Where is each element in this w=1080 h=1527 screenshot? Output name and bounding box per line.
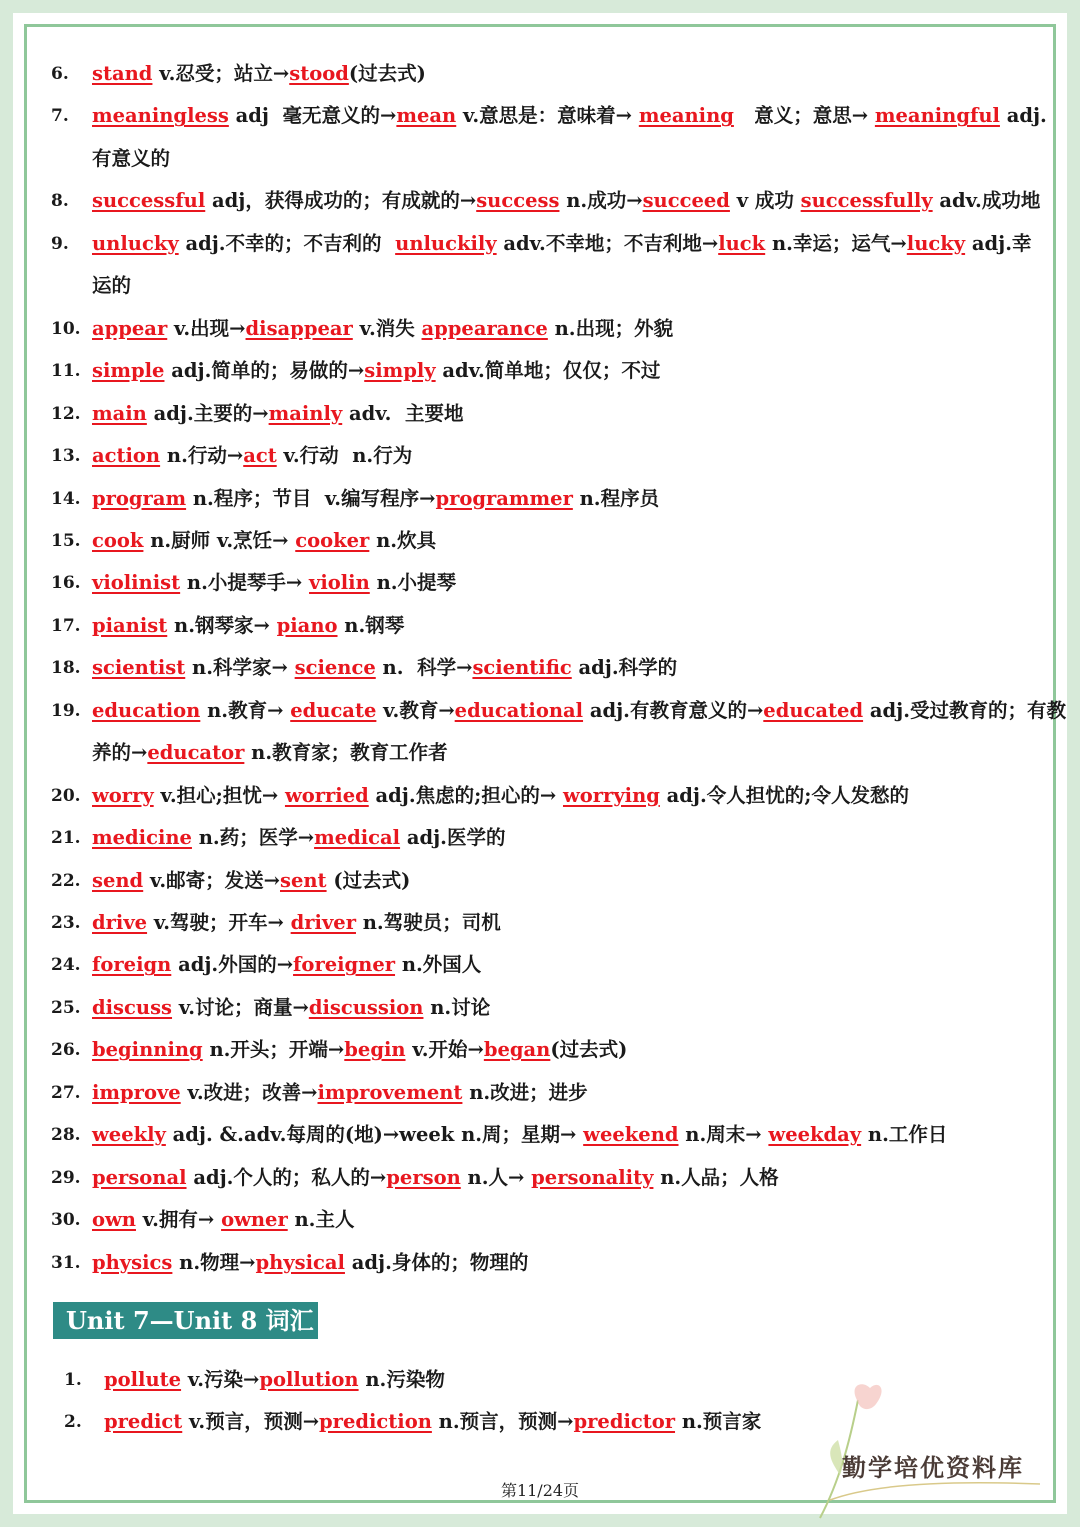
keyword: successful: [92, 189, 206, 213]
vocab-line: [0, 1200, 1080, 1240]
definition-text: adj.: [999, 104, 1047, 128]
vocab-line: [0, 181, 1080, 221]
keyword: meaningless: [92, 104, 229, 128]
keyword: scientist: [92, 656, 186, 680]
line-text: [92, 1243, 528, 1283]
keyword: educator: [147, 741, 245, 765]
line-text: [92, 266, 131, 306]
keyword: piano: [276, 613, 338, 637]
definition-text: n.炊具: [369, 528, 437, 552]
line-number: 18.: [51, 658, 81, 679]
line-text: [92, 309, 673, 349]
keyword: simply: [364, 359, 436, 383]
vocab-line: [0, 733, 1080, 773]
keyword: personality: [531, 1165, 654, 1189]
keyword: foreigner: [293, 953, 396, 977]
definition-text: n.教育家；教育工作者: [244, 741, 448, 765]
definition-text: v.污染→: [181, 1368, 260, 1391]
keyword: predictor: [573, 1410, 676, 1433]
keyword: beginning: [92, 1038, 203, 1062]
vocab-line: [0, 691, 1080, 731]
line-text: [92, 54, 426, 94]
keyword: success: [476, 189, 560, 213]
definition-text: v.预言，预测→: [182, 1410, 320, 1433]
keyword: act: [243, 444, 277, 468]
vocab-line: [0, 351, 1080, 391]
keyword: predict: [104, 1410, 183, 1433]
vocab-line: [0, 606, 1080, 646]
keyword: cook: [92, 528, 144, 552]
definition-text: adj.科学的: [571, 656, 678, 680]
line-number: 16.: [51, 573, 81, 594]
line-text: [104, 1360, 445, 1400]
keyword: luck: [718, 231, 766, 255]
keyword: own: [92, 1208, 136, 1232]
line-text: [92, 139, 170, 179]
line-number: 30.: [51, 1210, 81, 1231]
keyword: drive: [92, 911, 148, 934]
keyword: educated: [763, 698, 864, 722]
keyword: violin: [309, 571, 370, 595]
definition-text: n.幸运；运气→: [765, 231, 907, 255]
line-number: 12.: [51, 403, 81, 424]
definition-text: n.驾驶员；司机: [355, 911, 501, 934]
keyword: physical: [255, 1250, 345, 1274]
definition-text: v.教育→: [376, 698, 455, 722]
line-text: [92, 351, 660, 391]
vocab-line: [0, 54, 1080, 94]
definition-text: n.改进；进步: [462, 1080, 588, 1104]
vocab-line: [0, 1243, 1080, 1283]
keyword: education: [92, 698, 201, 722]
definition-text: adj.受过教育的；有教: [863, 698, 1066, 722]
definition-text: 运的: [92, 274, 132, 298]
line-text: [92, 1200, 354, 1240]
line-text: [92, 903, 501, 943]
section-heading: Unit 7—Unit 8 词汇: [53, 1302, 318, 1339]
line-text: [92, 96, 1047, 136]
vocab-line: [0, 1073, 1080, 1113]
line-text: [92, 1158, 779, 1198]
keyword: prediction: [319, 1410, 432, 1433]
definition-text: adv. 主要地: [342, 401, 464, 425]
definition-text: v.忍受；站立→: [152, 62, 290, 85]
definition-text: n.药；医学→: [191, 826, 315, 850]
keyword: person: [386, 1165, 461, 1189]
vocab-line: [0, 1030, 1080, 1070]
line-number: 9.: [51, 233, 69, 254]
keyword: unlucky: [92, 231, 179, 255]
definition-text: adj.有教育意义的→: [583, 698, 764, 722]
definition-text: n.小提琴: [369, 571, 457, 595]
definition-text: n.出现；外貌: [547, 316, 674, 340]
line-number: 15.: [51, 530, 81, 551]
keyword: send: [92, 868, 144, 892]
line-number: 23.: [51, 913, 81, 933]
definition-text: adj，获得成功的；有成就的→: [205, 189, 477, 213]
keyword: medical: [314, 826, 401, 850]
definition-text: adj.幸: [965, 231, 1032, 255]
vocab-line: [0, 945, 1080, 985]
keyword: began: [483, 1038, 551, 1062]
definition-text: n. 科学→: [375, 656, 473, 680]
line-text: [92, 394, 464, 434]
keyword: lucky: [906, 231, 966, 255]
line-number: 8.: [51, 191, 69, 212]
definition-text: n.开头；开端→: [202, 1038, 345, 1062]
line-text: [92, 733, 448, 773]
definition-text: adj.身体的；物理的: [344, 1250, 529, 1274]
line-number: 31.: [51, 1252, 81, 1273]
line-text: [92, 988, 490, 1028]
definition-text: adv.成功地: [932, 189, 1041, 213]
definition-text: adj.简单的；易做的→: [164, 359, 365, 383]
keyword: discussion: [308, 995, 424, 1019]
keyword: discuss: [92, 995, 173, 1019]
keyword: weekend: [583, 1123, 679, 1147]
keyword: worrying: [562, 783, 660, 807]
line-text: [92, 691, 1066, 731]
keyword: owner: [221, 1208, 288, 1232]
line-text: [92, 776, 909, 816]
definition-text: n.科学家→: [185, 656, 295, 680]
definition-text: n.行动→: [160, 444, 244, 468]
definition-text: n.人→: [460, 1165, 532, 1189]
definition-text: v.担心;担忧→: [153, 783, 285, 807]
definition-text: n.外国人: [395, 953, 482, 977]
definition-text: n.人品；人格: [653, 1165, 779, 1189]
keyword: improve: [92, 1080, 181, 1104]
definition-text: v.消失: [352, 316, 422, 340]
definition-text: n.污染物: [358, 1368, 445, 1391]
line-text: [92, 945, 481, 985]
line-text: [92, 436, 412, 476]
line-text: [92, 1073, 588, 1113]
definition-text: v.拥有→: [135, 1208, 222, 1232]
definition-text: n.厨师 v.烹饪→: [143, 528, 296, 552]
vocab-line: [0, 988, 1080, 1028]
vocab-line: [0, 818, 1080, 858]
vocab-line: [0, 1115, 1080, 1155]
definition-text: v.驾驶；开车→: [147, 911, 291, 934]
line-number: 7.: [51, 106, 69, 127]
vocab-line: [0, 563, 1080, 603]
definition-text: 养的→: [92, 741, 148, 765]
definition-text: v 成功: [729, 189, 801, 213]
definition-text: n.程序员: [572, 486, 660, 510]
definition-text: n.周末→: [678, 1123, 769, 1147]
definition-text: (过去式): [348, 62, 426, 85]
line-text: [92, 861, 410, 901]
keyword: programmer: [435, 486, 573, 510]
keyword: meaningful: [874, 104, 1000, 128]
keyword: successfully: [800, 189, 933, 213]
definition-text: adj. &.adv.每周的(地)→week n.周；星期→: [165, 1123, 584, 1147]
keyword: meaning: [638, 104, 734, 128]
line-number: 28.: [51, 1125, 81, 1146]
keyword: appear: [92, 316, 168, 340]
keyword: worry: [92, 783, 154, 807]
line-number: 10.: [51, 318, 81, 339]
line-number: 24.: [51, 955, 81, 976]
definition-text: (过去式): [550, 1038, 628, 1062]
definition-text: n.预言，预测→: [431, 1410, 574, 1433]
keyword: science: [294, 656, 376, 680]
page-number: 第11/24页: [500, 1481, 580, 1500]
definition-text: (过去式): [326, 868, 411, 892]
keyword: educate: [290, 698, 377, 722]
keyword: succeed: [642, 189, 730, 213]
line-number: 29.: [51, 1167, 81, 1188]
line-number: 1.: [64, 1370, 82, 1390]
definition-text: v.邮寄；发送→: [143, 868, 280, 892]
keyword: weekday: [768, 1123, 862, 1147]
line-number: 20.: [51, 785, 81, 806]
definition-text: n.钢琴家→: [167, 613, 277, 637]
definition-text: n.主人: [287, 1208, 355, 1232]
definition-text: n.讨论: [423, 995, 491, 1019]
line-number: 27.: [51, 1082, 81, 1103]
definition-text: n.钢琴: [337, 613, 405, 637]
definition-text: n.小提琴手→: [180, 571, 310, 595]
definition-text: adj.焦虑的;担心的→: [368, 783, 563, 807]
keyword: main: [92, 401, 147, 425]
line-text: [92, 563, 456, 603]
keyword: worried: [284, 783, 369, 807]
keyword: program: [92, 486, 187, 510]
definition-text: v.开始→: [405, 1038, 484, 1062]
definition-text: adj.个人的；私人的→: [186, 1165, 387, 1189]
line-text: [92, 479, 659, 519]
keyword: pollute: [104, 1368, 182, 1391]
line-number: 14.: [51, 488, 81, 509]
line-text: [92, 181, 1040, 221]
line-text: [104, 1402, 761, 1442]
vocab-line: [0, 648, 1080, 688]
vocab-line: [0, 309, 1080, 349]
keyword: medicine: [92, 826, 192, 850]
keyword: simple: [92, 359, 165, 383]
definition-text: adv.简单地；仅仅；不过: [435, 359, 661, 383]
vocab-line: [0, 1158, 1080, 1198]
keyword: scientific: [472, 656, 572, 680]
line-number: 17.: [51, 615, 81, 636]
definition-text: 有意义的: [92, 146, 171, 170]
keyword: mainly: [268, 401, 343, 425]
definition-text: n.预言家: [675, 1410, 762, 1433]
keyword: action: [92, 444, 161, 468]
keyword: physics: [92, 1250, 173, 1274]
line-number: 19.: [51, 700, 81, 721]
keyword: mean: [396, 104, 457, 128]
definition-text: adj.外国的→: [171, 953, 294, 977]
vocab-line: [0, 861, 1080, 901]
definition-text: adj.医学的: [400, 826, 506, 850]
definition-text: adj 毫无意义的→: [228, 104, 397, 128]
keyword: personal: [92, 1165, 187, 1189]
keyword: appearance: [421, 316, 548, 340]
logo-text: 勤学培优资料库: [842, 1454, 1024, 1482]
keyword: weekly: [92, 1123, 166, 1147]
vocab-line: [0, 96, 1080, 136]
keyword: foreign: [92, 953, 172, 977]
line-number: 26.: [51, 1040, 81, 1061]
definition-text: adv.不幸地；不吉利地→: [496, 231, 719, 255]
keyword: violinist: [92, 571, 181, 595]
line-number: 2.: [64, 1412, 82, 1432]
line-number: 6.: [51, 64, 69, 84]
definition-text: v.意思是：意味着→: [456, 104, 639, 128]
line-text: [92, 606, 404, 646]
keyword: unluckily: [395, 231, 497, 255]
definition-text: n.成功→: [559, 189, 643, 213]
keyword: pianist: [92, 613, 168, 637]
vocab-line: [0, 521, 1080, 561]
line-text: [92, 521, 436, 561]
definition-text: n.物理→: [172, 1250, 256, 1274]
definition-text: adj.主要的→: [146, 401, 269, 425]
line-text: [92, 224, 1032, 264]
definition-text: v.讨论；商量→: [172, 995, 309, 1019]
keyword: sent: [280, 868, 327, 892]
line-number: 21.: [51, 828, 81, 849]
vocab-line: [0, 394, 1080, 434]
line-text: [92, 1030, 627, 1070]
vocab-line: [0, 266, 1080, 306]
definition-text: v.行动 n.行为: [276, 444, 413, 468]
definition-text: 意义；意思→: [733, 104, 875, 128]
keyword: improvement: [317, 1080, 463, 1104]
line-number: 13.: [51, 446, 81, 467]
vocab-line: [0, 776, 1080, 816]
keyword: begin: [344, 1038, 406, 1062]
definition-text: v.改进；改善→: [180, 1080, 318, 1104]
vocab-line: [0, 224, 1080, 264]
keyword: educational: [454, 698, 584, 722]
line-text: [92, 818, 505, 858]
vocab-line: [0, 903, 1080, 943]
keyword: cooker: [295, 528, 370, 552]
definition-text: n.程序；节目 v.编写程序→: [186, 486, 436, 510]
definition-text: adj.不幸的；不吉利的: [178, 231, 396, 255]
line-number: 11.: [51, 361, 81, 382]
vocab-line: [0, 479, 1080, 519]
keyword: stood: [289, 62, 349, 85]
definition-text: n.教育→: [200, 698, 291, 722]
keyword: disappear: [245, 316, 353, 340]
line-text: [92, 648, 677, 688]
definition-text: v.出现→: [167, 316, 246, 340]
keyword: stand: [92, 62, 153, 85]
keyword: driver: [290, 911, 356, 934]
definition-text: n.工作日: [861, 1123, 948, 1147]
keyword: pollution: [259, 1368, 359, 1391]
vocab-line: [0, 139, 1080, 179]
line-number: 22.: [51, 870, 81, 891]
vocab-line: [0, 436, 1080, 476]
definition-text: adj.令人担忧的;令人发愁的: [659, 783, 909, 807]
line-text: [92, 1115, 947, 1155]
line-number: 25.: [51, 997, 81, 1018]
